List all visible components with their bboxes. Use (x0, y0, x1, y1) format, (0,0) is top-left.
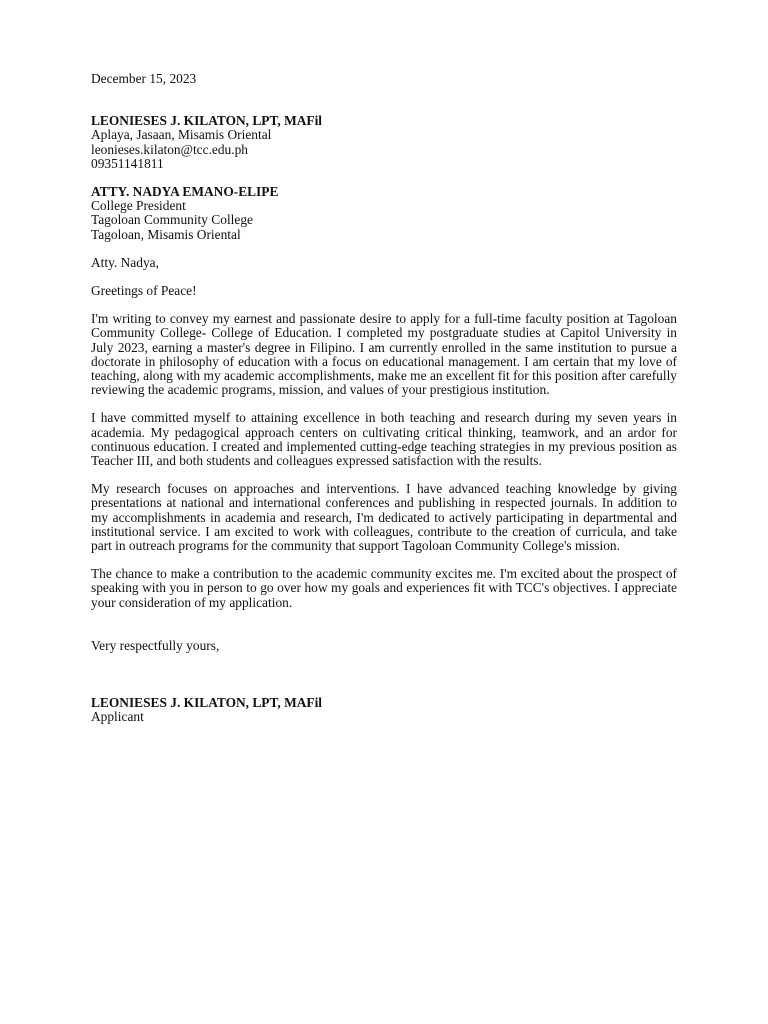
recipient-institution: Tagoloan Community College (91, 212, 253, 228)
closing: Very respectfully yours, (91, 637, 220, 653)
signature-block (91, 696, 677, 724)
sender-email: leonieses.kilaton@tcc.edu.ph (91, 141, 248, 157)
body-paragraph-2: I have committed myself to attaining excellence in both teaching and research during my seven years in academia. My pedagogical approach centers on cultivating critical thinking, teamwork, and an ardor for continuous education. I created and implemented cutting-edge teaching strategies in my previous position as Teacher III, and both students and colleagues expressed satisfaction with the results. (91, 410, 677, 469)
salutation: Atty. Nadya, (91, 254, 159, 270)
sender-phone: 09351141811 (91, 155, 164, 171)
signature-name: LEONIESES J. KILATON, LPT, MAFil (91, 695, 323, 711)
sender-address: Aplaya, Jasaan, Misamis Oriental (91, 127, 272, 143)
letter-page (91, 72, 677, 725)
body-paragraph-1: I'm writing to convey my earnest and passionate desire to apply for a full-time faculty position at Tagoloan Community College- College of Education. I completed my postgraduate studies at Capitol University in July 2023, earning a master's degree in Filipino. I am currently enrolled in the same institution to pursue a doctorate in philosophy of education with a focus on educational management. I am certain that my love of teaching, along with my academic accomplishments, make me an excellent fit for this position after carefully reviewing the academic programs, mission, and values of your prestigious institution. (91, 311, 677, 398)
recipient-address: Tagoloan, Misamis Oriental (91, 226, 241, 242)
body-paragraph-4: The chance to make a contribution to the academic community excites me. I'm excited about the prospect of speaking with you in person to go over how my goals and experiences fit with TCC's objectives. I appreciate your consideration of my application. (91, 566, 677, 610)
greeting: Greetings of Peace! (91, 283, 197, 299)
recipient-title: College President (91, 198, 186, 214)
body-paragraph-3: My research focuses on approaches and interventions. I have advanced teaching knowledge by giving presentations at national and international conferences and publishing in respected journals. In addition to my accomplishments in academia and research, I'm dedicated to actively participating in departmental and institutional service. I am excited to work with colleagues, contribute to the creation of curricula, and take part in outreach programs for the community that support Tagoloan Community College's mission. (91, 481, 677, 554)
sender-block (91, 114, 677, 171)
recipient-name: ATTY. NADYA EMANO-ELIPE (91, 184, 279, 200)
sender-name: LEONIESES J. KILATON, LPT, MAFil (91, 113, 323, 129)
letter-date: December 15, 2023 (91, 71, 197, 86)
recipient-block (91, 185, 677, 242)
signature-role: Applicant (91, 709, 144, 725)
